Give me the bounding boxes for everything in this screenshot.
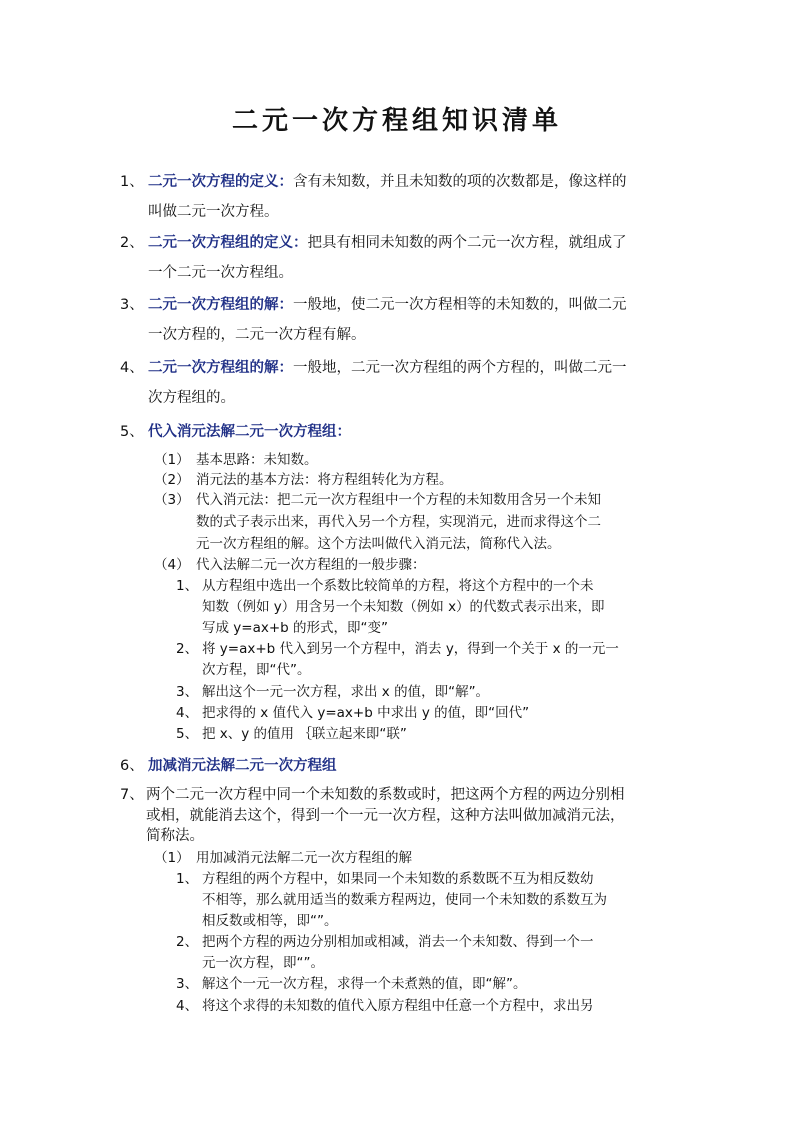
item-text: 简称法。 xyxy=(146,828,204,844)
step-text: 次方程，即“代”。 xyxy=(202,662,311,678)
item-heading: 二元一次方程的定义： xyxy=(148,174,293,190)
list-item xyxy=(120,756,337,776)
item-heading: 二元一次方程组的定义： xyxy=(148,235,308,251)
step-text: 把两个方程的两边分别相加或相减，消去一个未知数、得到一个一 xyxy=(202,934,594,950)
item-text: 把具有相同未知数的两个二元一次方程，就组成了 xyxy=(307,235,627,251)
step-number: 4、 xyxy=(176,705,199,721)
step-text: 写成 y=ax+b 的形式，即“变” xyxy=(202,620,389,636)
step-text: 解出这个一元一次方程，求出 x 的值，即“解”。 xyxy=(202,684,490,700)
step-text: 把 x、y 的值用 ｛联立起来即“联” xyxy=(202,726,407,742)
item-heading: 二元一次方程组的解： xyxy=(148,360,293,376)
step-text: 将 y=ax+b 代入到另一个方程中，消去 y，得到一个关于 x 的一元一 xyxy=(202,641,619,657)
step-text: 方程组的两个方程中，如果同一个未知数的系数既不互为相反数幼 xyxy=(202,871,594,887)
item-continuation: 一个二元一次方程组。 xyxy=(148,265,293,281)
sub-item-number: （3） xyxy=(154,492,190,508)
step-number: 3、 xyxy=(176,684,199,700)
item-number: 3、 xyxy=(120,297,144,313)
step-text: 从方程组中选出一个系数比较简单的方程，将这个方程中的一个未 xyxy=(202,578,594,594)
item-heading: 二元一次方程组的解： xyxy=(148,297,293,313)
item-continuation: 叫做二元一次方程。 xyxy=(148,204,279,220)
sub-item-number: （1） xyxy=(154,850,190,866)
item-number: 5、 xyxy=(120,424,144,440)
step-text: 元一次方程，即“”。 xyxy=(202,955,324,971)
sub-item-text: 数的式子表示出来，再代入另一个方程，实现消元，进而求得这个二 xyxy=(196,514,601,530)
step-number: 4、 xyxy=(176,998,199,1014)
step-number: 3、 xyxy=(176,976,199,992)
step-number: 2、 xyxy=(176,641,199,657)
list-item xyxy=(120,358,627,378)
item-heading: 加减消元法解二元一次方程组 xyxy=(148,758,337,774)
list-item xyxy=(120,233,627,253)
step-number: 1、 xyxy=(176,578,199,594)
list-item xyxy=(120,295,627,315)
sub-item-text: 消元法的基本方法：将方程组转化为方程。 xyxy=(196,472,453,488)
item-text: 或相，就能消去这个，得到一个一元一次方程，这种方法叫做加减消元法， xyxy=(146,808,625,824)
item-continuation: 一次方程的，二元一次方程有解。 xyxy=(148,327,366,343)
item-number: 2、 xyxy=(120,235,144,251)
item-heading: 代入消元法解二元一次方程组： xyxy=(148,424,351,440)
sub-item-number: （2） xyxy=(154,472,190,488)
item-text: 两个二元一次方程中同一个未知数的系数或时，把这两个方程的两边分别相 xyxy=(146,787,625,803)
item-number: 1、 xyxy=(120,174,144,190)
item-continuation: 次方程组的。 xyxy=(148,390,235,406)
sub-item-text: 代入法解二元一次方程组的一般步骤： xyxy=(196,557,426,573)
step-text: 不相等，那么就用适当的数乘方程两边，使同一个未知数的系数互为 xyxy=(202,892,607,908)
item-number: 7、 xyxy=(120,787,144,803)
item-text: 含有未知数，并且未知数的项的次数都是，像这样的 xyxy=(293,174,627,190)
page-title: 二元一次方程组知识清单 xyxy=(231,106,562,136)
step-number: 2、 xyxy=(176,934,199,950)
step-text: 解这个一元一次方程，求得一个未煮熟的值，即“解”。 xyxy=(202,976,527,992)
sub-item-number: （1） xyxy=(154,452,190,468)
sub-item-text: 基本思路：未知数。 xyxy=(196,452,318,468)
step-number: 1、 xyxy=(176,871,199,887)
step-text: 知数（例如 y）用含另一个未知数（例如 x）的代数式表示出来，即 xyxy=(202,599,605,615)
sub-item-number: （4） xyxy=(154,557,190,573)
step-text: 把求得的 x 值代入 y=ax+b 中求出 y 的值，即“回代” xyxy=(202,705,530,721)
sub-item-text: 代入消元法：把二元一次方程组中一个方程的未知数用含另一个未知 xyxy=(196,492,601,508)
item-text: 一般地，二元一次方程组的两个方程的，叫做二元一 xyxy=(293,360,627,376)
item-number: 6、 xyxy=(120,758,144,774)
step-number: 5、 xyxy=(176,726,199,742)
sub-item-text: 用加减消元法解二元一次方程组的解 xyxy=(196,850,412,866)
list-item xyxy=(120,172,627,192)
item-number: 4、 xyxy=(120,360,144,376)
step-text: 相反数或相等，即“”。 xyxy=(202,913,338,929)
item-text: 一般地，使二元一次方程相等的未知数的，叫做二元 xyxy=(293,297,627,313)
sub-item-text: 元一次方程组的解。这个方法叫做代入消元法，简称代入法。 xyxy=(196,536,561,552)
step-text: 将这个求得的未知数的值代入原方程组中任意一个方程中，求出另 xyxy=(202,998,594,1014)
list-item xyxy=(120,422,351,442)
